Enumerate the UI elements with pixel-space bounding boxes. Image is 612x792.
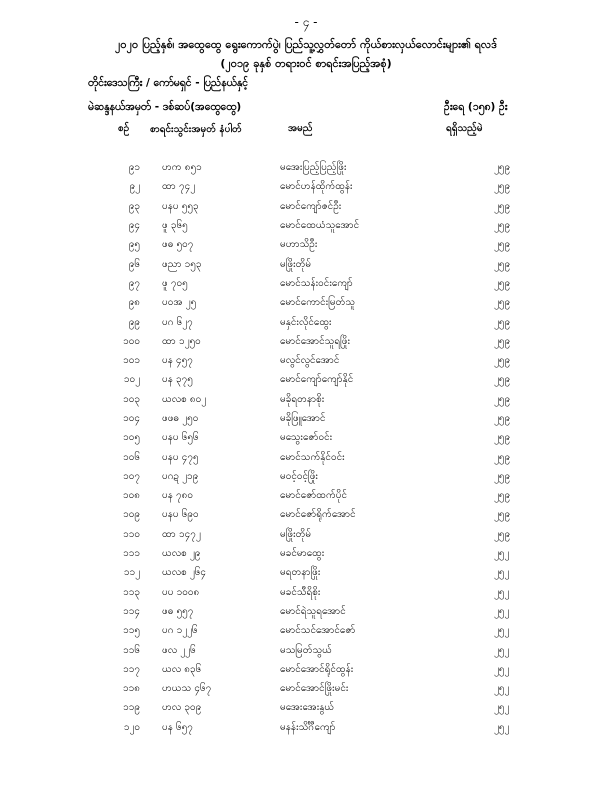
row-number: ၁၂၀	[123, 721, 140, 733]
candidate-name: မောင်ဟန်ထိုက်ထွန်း	[280, 181, 353, 193]
registration-number: ထာ ၇၄၂	[162, 181, 196, 193]
header-name: အမည်	[288, 123, 313, 134]
vote-count: ၂၅၉	[494, 509, 511, 521]
candidate-name: မဝင့်ဝင့်ဖြိုး	[280, 470, 318, 482]
candidate-name: မဟာသိဦး	[280, 239, 318, 251]
registration-number: ဖူ ၃၆၅	[162, 220, 188, 232]
row-number: ၁၁၁	[123, 548, 140, 560]
candidate-name: မောင်ကောင်းမြတ်သူ	[280, 297, 356, 309]
row-number: ၁၁၀	[123, 528, 140, 540]
row-number: ၉၄	[128, 220, 140, 232]
table-row	[100, 621, 554, 640]
candidate-name: မောင်ကျော်ဇင်ဦး	[280, 200, 342, 212]
registration-number: ပဂ ၁၂၂၆	[162, 625, 198, 637]
row-number: ၁၀၄	[123, 413, 140, 424]
registration-number: ပန ၇၈၀	[162, 490, 194, 502]
row-number: ၉၇	[128, 277, 140, 289]
table-row	[100, 544, 554, 563]
registration-number: ဖညာ ၁၅၃	[162, 258, 202, 270]
row-number: ၁၀၁	[123, 355, 140, 367]
table-row	[100, 505, 554, 524]
table-row	[100, 583, 554, 602]
row-number: ၉၂	[129, 181, 140, 193]
row-number: ၁၁၉	[123, 702, 140, 714]
table-row	[100, 660, 554, 679]
vote-count: ၂၅၂	[494, 605, 510, 617]
candidate-name: မောင်သင်အောင်ဇော်	[280, 625, 356, 637]
candidate-name: မခိုဖြူအောင်	[280, 413, 326, 424]
table-row	[100, 312, 554, 331]
vote-count: ၂၅၉	[494, 335, 511, 347]
table-row	[100, 351, 554, 370]
vote-count: ၂၅၂	[494, 644, 510, 656]
region-label: တိုင်းဒေသကြီး / ကော်မရှင် - ပြည်နယ်နှင့်	[88, 77, 249, 89]
candidate-name: မောင်သက်နိုင်ဝင်း	[280, 451, 345, 463]
row-number: ၁၁၆	[123, 644, 140, 656]
registration-number: ဟယသ ၄၆၇	[162, 683, 212, 695]
row-number: ၁၀၀	[123, 335, 140, 347]
vote-count: ၂၅၂	[494, 663, 510, 675]
table-row	[100, 197, 554, 216]
row-number: ၁၀၆	[123, 451, 140, 463]
table-row	[100, 467, 554, 486]
candidate-name: မသမြတ်သွယ်	[280, 644, 332, 656]
row-number: ၁၁၃	[123, 586, 140, 598]
vote-count: ၂၅၉	[494, 528, 511, 540]
vote-count: ၂၅၉	[494, 490, 511, 502]
row-number: ၁၀၅	[123, 432, 140, 444]
registration-number: ဖူ ၇၀၅	[162, 277, 188, 289]
candidate-name: မောင်အောင်ဖြိုးမင်း	[280, 683, 349, 695]
registration-number: ပဂဍ ၂၁၉	[162, 470, 199, 482]
row-number: ၁၁၈	[123, 683, 140, 695]
vote-count: ၂၅၂	[494, 702, 510, 714]
registration-number: ယလစ ၂၉	[162, 548, 201, 560]
vote-count: ၂၅၉	[494, 181, 511, 193]
candidate-name: မရတနာဖြိုး	[280, 567, 321, 579]
registration-number: ထာ ၁၄၇၂	[162, 528, 201, 540]
row-number: ၉၈	[128, 297, 140, 309]
candidate-name: မနှင်းလိုင်ထွေး	[280, 316, 332, 328]
candidate-name: မောင်ဇော်ရိုက်အောင်	[280, 509, 356, 521]
table-row	[100, 679, 554, 698]
vote-count: ၂၅၉	[494, 393, 511, 405]
row-number: ၁၀၈	[123, 490, 140, 502]
registration-number: ဖလ ၂၂၆	[162, 644, 196, 656]
vote-count: ၂၅၂	[494, 625, 510, 637]
registration-number: ဖဓ ၅၀၇	[162, 239, 194, 251]
vote-count: ၂၅၉	[494, 470, 511, 482]
vote-count: ၂၅၉	[494, 316, 511, 328]
vote-count: ၂၅၂	[494, 567, 510, 579]
row-number: ၉၁	[128, 162, 140, 174]
candidate-name: မောင်ဇော်ထက်ပိုင်	[280, 490, 347, 502]
table-row	[100, 254, 554, 273]
registration-number: ယလ ၈၃၆	[162, 663, 202, 675]
vote-count: ၂၅၉	[494, 277, 511, 289]
row-number: ၁၁၇	[123, 663, 140, 675]
table-row	[100, 390, 554, 409]
table-row	[100, 177, 554, 196]
registration-number: ထာ ၁၂၅၀	[162, 335, 201, 347]
registration-number: ယလစ ၈၀၂	[162, 393, 207, 405]
constituency-label: မဲဆန္ဒနယ်အမှတ် - ဒစ်ဆပ်(အထွေထွေ)	[88, 101, 242, 113]
candidate-name: မောင်သန်းဝင်းကျော်	[280, 277, 353, 289]
row-number: ၁၁၄	[123, 605, 140, 617]
candidate-name: မသွေးဇော်ဝင်း	[280, 432, 333, 444]
row-number: ၁၀၉	[123, 509, 140, 521]
registration-number: ဖဓ ၅၅၇	[162, 605, 194, 617]
candidate-name: မောင်အောင်ရိုင်ထွန်း	[280, 663, 354, 675]
registration-number: ပပ ၁၀၀၈	[162, 586, 200, 598]
registration-number: ပနပ ၄၇၅	[162, 451, 199, 463]
candidate-name: မဖြိုးတိုမ်	[280, 528, 312, 540]
document-subtitle: (၂၀၁၉ ခုနှစ် တရားဝင် စာရင်းအပြည့်အစုံ)	[220, 57, 392, 70]
registration-number: ပနပ ၆၅၆	[162, 432, 199, 444]
candidate-name: မောင်အောင်သူရဖြိုး	[280, 335, 351, 347]
vote-count: ၂၅၂	[494, 548, 510, 560]
candidate-name: မောင်ကျော်ကျော်နိုင်	[280, 374, 354, 386]
row-number: ၁၀၃	[123, 393, 140, 405]
candidate-name: မခင်မာထွေး	[280, 548, 325, 560]
vote-count: ၂၅၉	[494, 413, 511, 424]
candidate-name: မောင်ထေယံသူအောင်	[280, 220, 360, 232]
candidate-name: မအေးအေးနွယ်	[280, 702, 335, 714]
vote-count: ၂၅၉	[494, 220, 511, 232]
header-no: စဉ်	[118, 123, 130, 134]
candidate-name: မခင်သီရိစိုး	[280, 586, 321, 598]
table-row	[100, 640, 554, 659]
vote-count: ၂၅၉	[494, 297, 511, 309]
vote-count: ၂၅၉	[494, 162, 511, 174]
registration-number: ပနပ ၆၉၀	[162, 509, 199, 521]
vote-count: ၂၅၂	[494, 683, 510, 695]
table-row	[100, 293, 554, 312]
table-row	[100, 409, 554, 428]
candidate-name: မလွင်လွင်အောင်	[280, 355, 340, 367]
table-row	[100, 563, 554, 582]
candidate-name: မောင်ရဲသူရအောင်	[280, 605, 346, 617]
registration-number: ပန ၄၅၇	[162, 355, 193, 367]
vote-count: ၂၅၂	[494, 721, 510, 733]
table-row	[100, 332, 554, 351]
table-row	[100, 486, 554, 505]
registration-number: ပန ၃၇၅	[162, 374, 193, 386]
table-row	[100, 235, 554, 254]
table-row	[100, 698, 554, 717]
table-row	[100, 602, 554, 621]
row-number: ၉၉	[128, 316, 140, 328]
candidate-name: မခိုရတနာစိုး	[280, 393, 325, 405]
seats-label: ဦးရေ (၁၅၈) ဦး	[444, 101, 508, 113]
page-number: - ၄ -	[294, 15, 318, 29]
table-row	[100, 274, 554, 293]
registration-number: ဟက ၈၅၁	[162, 162, 202, 174]
vote-count: ၂၅၂	[494, 586, 510, 598]
row-number: ၁၁၅	[123, 625, 140, 637]
vote-count: ၂၅၉	[494, 200, 511, 212]
table-row	[100, 158, 554, 177]
table-row	[100, 428, 554, 447]
table-row	[100, 718, 554, 737]
header-registration: စာရင်းသွင်းအမှတ် နံပါတ်	[150, 124, 242, 135]
table-row	[100, 447, 554, 466]
row-number: ၉၅	[128, 239, 140, 251]
registration-number: ပဝအ ၂၅	[162, 297, 197, 309]
candidate-name: မအေးပြည့်ပြည့်ဖြိုး	[280, 162, 347, 174]
row-number: ၉၃	[128, 200, 140, 212]
registration-number: ယလစ ၂၆၄	[162, 567, 207, 579]
vote-count: ၂၅၉	[494, 374, 511, 386]
table-row	[100, 216, 554, 235]
document-title: ၂၀၂၀ ပြည့်နှစ်၊ အထွေထွေ ရွေးကောက်ပွဲ၊ ပြည်သူ့လွှတ်တော် ကိုယ်စားလှယ်လောင်းများ၏ ရလဒ်	[115, 38, 497, 51]
registration-number: ဟလ ၃၀၉	[162, 702, 202, 714]
row-number: ၁၀၇	[123, 470, 140, 482]
registration-number: ဖဖဓ ၂၅၀	[162, 413, 199, 424]
row-number: ၉၆	[128, 258, 140, 270]
vote-count: ၂၅၉	[494, 258, 511, 270]
candidate-name: မနန်းသိင်္ဂီကျော်	[280, 721, 336, 733]
registration-number: ပနပ ၅၅၃	[162, 200, 199, 212]
registration-number: ပဂ ၆၂၇	[162, 316, 193, 328]
candidate-name: မဖြိုးတိုမ်	[280, 258, 312, 270]
registration-number: ပန ၆၅၇	[162, 721, 193, 733]
results-table	[100, 158, 554, 737]
row-number: ၁၀၂	[123, 374, 140, 386]
table-row	[100, 525, 554, 544]
vote-count: ၂၅၉	[494, 239, 511, 251]
vote-count: ၂၅၉	[494, 451, 511, 463]
vote-count: ၂၅၉	[494, 355, 511, 367]
header-votes: ရရှိသည့်မဲ	[446, 123, 483, 134]
table-row	[100, 370, 554, 389]
vote-count: ၂၅၉	[494, 432, 511, 444]
row-number: ၁၁၂	[123, 567, 140, 579]
